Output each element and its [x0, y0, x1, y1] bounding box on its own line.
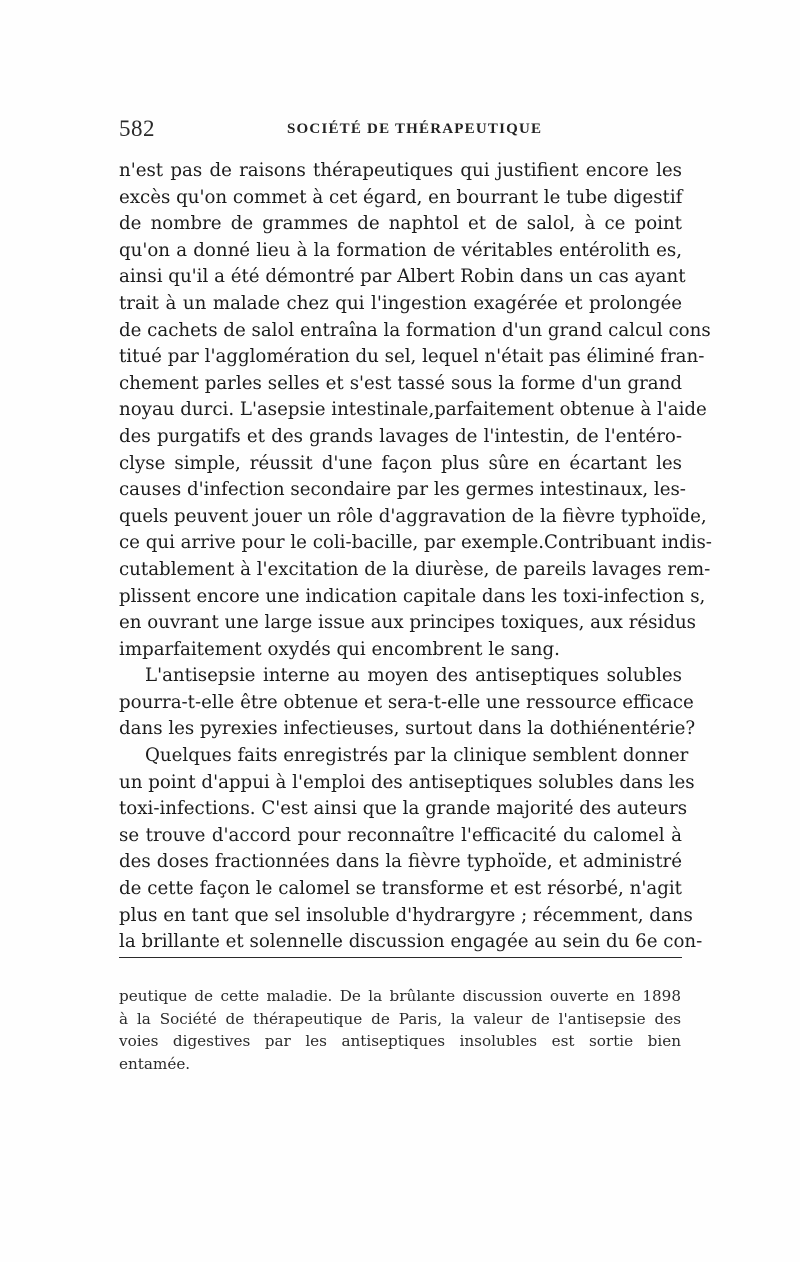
body-text [119, 158, 712, 956]
body-line: des purgatifs et des grands lavages de l'intestin, de l'entéro- [119, 425, 682, 447]
body-line: quels peuvent jouer un rôle d'aggravation de la fièvre typhoïde, [119, 505, 707, 527]
footnote-line: entamée. [119, 1054, 191, 1073]
page-header [119, 116, 684, 146]
body-line: de nombre de grammes de naphtol et de salol, à ce point [119, 213, 682, 235]
body-line: chement parles selles et s'est tassé sous la forme d'un grand [119, 372, 682, 394]
body-line: de cachets de salol entraîna la formation d'un grand calcul cons [119, 319, 711, 341]
body-line: ainsi qu'il a été démontré par Albert Robin dans un cas ayant [119, 266, 686, 288]
body-line: dans les pyrexies infectieuses, surtout dans la dothiénentérie? [119, 718, 696, 740]
body-line: pourra-t-elle être obtenue et sera-t-elle une ressource efficace [119, 691, 694, 713]
body-line: un point d'appui à l'emploi des antiseptiques solubles dans les [119, 771, 695, 793]
paragraph-start-line: L'antisepsie interne au moyen des antiseptiques solubles [145, 665, 682, 687]
body-line: trait à un malade chez qui l'ingestion exagérée et prolongée [119, 292, 682, 314]
body-line: clyse simple, réussit d'une façon plus sûre en écartant les [119, 452, 682, 474]
body-line: plus en tant que sel insoluble d'hydrargyre ; récemment, dans [119, 904, 693, 926]
footnote-line: peutique de cette maladie. De la brûlante discussion ouverte en 1898 [119, 987, 681, 1005]
body-line: n'est pas de raisons thérapeutiques qui justifient encore les [119, 160, 682, 181]
body-line: titué par l'agglomération du sel, lequel n'était pas éliminé fran- [119, 346, 705, 368]
paragraph-start-line: Quelques faits enregistrés par la clinique semblent donner [145, 745, 689, 767]
footnote-divider [119, 957, 682, 958]
running-head: SOCIÉTÉ DE THÉRAPEUTIQUE [287, 121, 543, 137]
body-line: excès qu'on commet à cet égard, en bourrant le tube digestif [119, 186, 683, 208]
body-line: en ouvrant une large issue aux principes toxiques, aux résidus [119, 612, 697, 634]
body-line: ce qui arrive pour le coli-bacille, par exemple.Contribuant indis- [119, 532, 712, 554]
body-line: la brillante et solennelle discussion engagée au sein du 6e con- [119, 931, 703, 953]
body-line: de cette façon le calomel se transforme et est résorbé, n'agit [119, 878, 682, 900]
body-line: se trouve d'accord pour reconnaître l'efficacité du calomel à [119, 824, 682, 846]
footnote-line: voies digestives par les antiseptiques insolubles est sortie bien [119, 1032, 681, 1050]
body-line: noyau durci. L'asepsie intestinale,parfaitement obtenue à l'aide [119, 399, 707, 421]
footnote-line: à la Société de thérapeutique de Paris, la valeur de l'antisepsie des [119, 1009, 681, 1028]
body-line: imparfaitement oxydés qui encombrent le sang. [119, 638, 560, 660]
body-line: toxi-infections. C'est ainsi que la grande majorité des auteurs [119, 798, 688, 820]
body-line: plissent encore une indication capitale dans les toxi-infection s, [119, 585, 706, 607]
body-line: qu'on a donné lieu à la formation de véritables entérolith es, [119, 239, 682, 261]
body-line: des doses fractionnées dans la fièvre typhoïde, et administré [119, 851, 682, 873]
body-line: cutablement à l'excitation de la diurèse, de pareils lavages rem- [119, 558, 711, 580]
page-number: 582 [119, 116, 155, 141]
footnote [119, 985, 681, 1075]
body-line: causes d'infection secondaire par les germes intestinaux, les- [119, 479, 686, 501]
